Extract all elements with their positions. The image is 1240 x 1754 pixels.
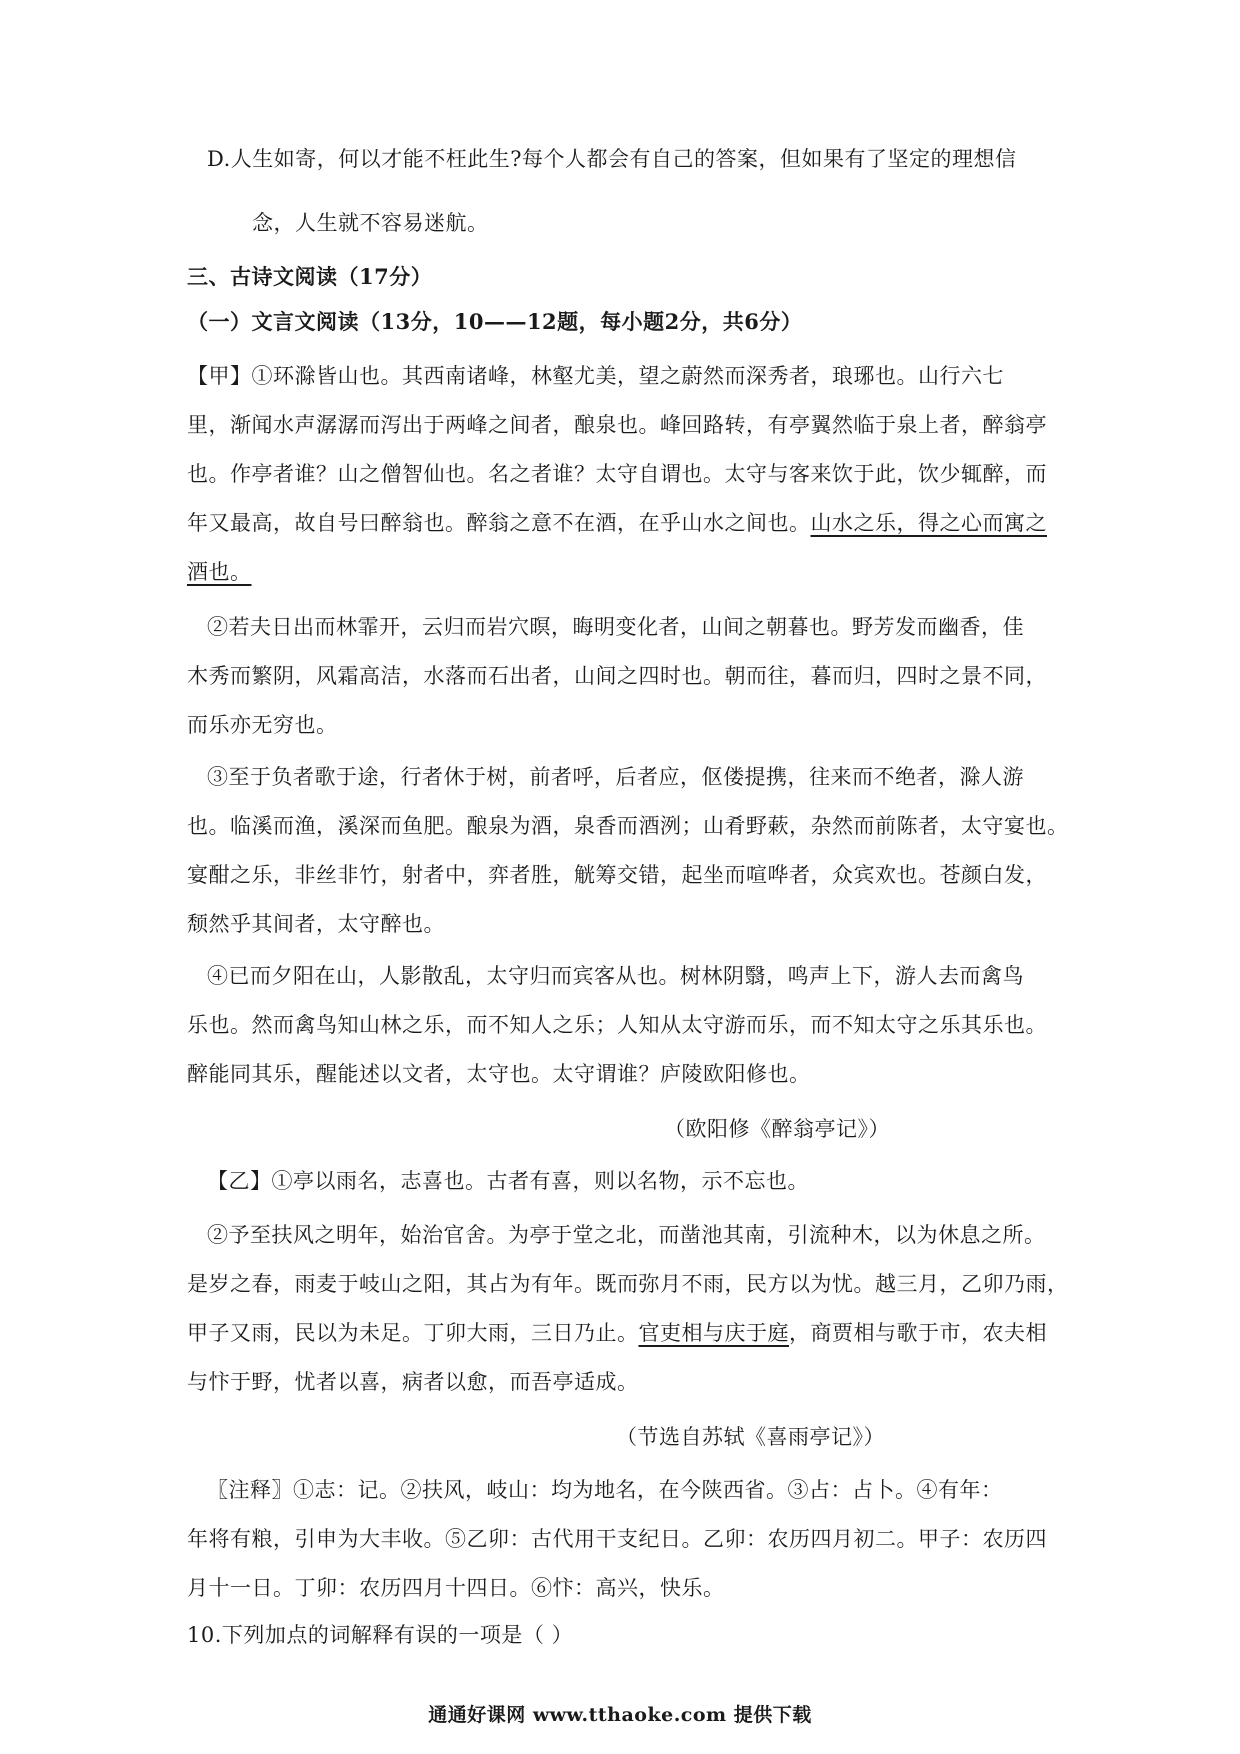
option-d-line2: 念，人生就不容易迷航。 <box>252 211 489 235</box>
subsection-heading: （一）文言文阅读（13分，10——12题，每小题2分，共6分） <box>187 309 803 334</box>
jia-p3-line1: ③至于负者歌于途，行者休于树，前者呼，后者应，伛偻提携，往来而不绝者，滁人游 <box>207 765 1024 789</box>
jia-p3-line3: 宴酣之乐，非丝非竹，射者中，弈者胜，觥筹交错，起坐而喧哗者，众宾欢也。苍颜白发， <box>187 863 1047 887</box>
yi-p2-line2: 是岁之春，雨麦于岐山之阳，其占为有年。既而弥月不雨，民方以为忧。越三月，乙卯乃雨， <box>187 1272 1069 1296</box>
jia-p1-line4-text: 年又最高，故自号曰醉翁也。醉翁之意不在酒，在乎山水之间也。 <box>187 511 811 535</box>
jia-p3-line2: 也。临溪而渔，溪深而鱼肥。酿泉为酒，泉香而酒洌；山肴野蔌，杂然而前陈者，太守宴也。 <box>187 814 1069 838</box>
jia-p4-line2: 乐也。然而禽鸟知山林之乐，而不知人之乐；人知从太守游而乐，而不知太守之乐其乐也。 <box>187 1013 1047 1037</box>
underlined-sentence-end: 酒也。 <box>187 560 252 584</box>
yi-p2-line3-text: 甲子又雨，民以为未足。丁卯大雨，三日乃止。 <box>187 1321 639 1345</box>
jia-p1-line2: 里，渐闻水声潺潺而泻出于两峰之间者，酿泉也。峰回路转，有亭翼然临于泉上者，醉翁亭 <box>187 413 1047 437</box>
jia-p1-line1: 【甲】①环滁皆山也。其西南诸峰，林壑尤美，望之蔚然而深秀者，琅琊也。山行六七 <box>187 364 1004 388</box>
yi-p2-line4: 与忭于野，忧者以喜，病者以愈，而吾亭适成。 <box>187 1370 639 1394</box>
underlined-sentence: 山水之乐，得之心而寓之 <box>810 511 1047 535</box>
footer-watermark: 通通好课网 www.tthaoke.com 提供下载 <box>428 1704 812 1726</box>
option-d-line1: D.人生如寄，何以才能不枉此生?每个人都会有自己的答案，但如果有了坚定的理想信 <box>207 147 1017 171</box>
yi-p2-line1: ②予至扶风之明年，始治官舍。为亭于堂之北，而凿池其南，引流种木，以为休息之所。 <box>207 1223 1046 1247</box>
jia-p1-line3: 也。作亭者谁？山之僧智仙也。名之者谁？太守自谓也。太守与客来饮于此，饮少辄醉，而 <box>187 462 1047 486</box>
jia-p2-line2: 木秀而繁阴，风霜高洁，水落而石出者，山间之四时也。朝而往，暮而归，四时之景不同， <box>187 664 1047 688</box>
notes-line2: 年将有粮，引申为大丰收。⑤乙卯：古代用干支纪日。乙卯：农历四月初二。甲子：农历四 <box>187 1527 1047 1551</box>
jia-p4-line3: 醉能同其乐，醒能述以文者，太守也。太守谓谁？庐陵欧阳修也。 <box>187 1062 811 1086</box>
jia-p4-line1: ④已而夕阳在山，人影散乱，太守归而宾客从也。树林阴翳，鸣声上下，游人去而禽鸟 <box>207 964 1024 988</box>
yi-source: （节选自苏轼《喜雨亭记》） <box>616 1425 885 1449</box>
yi-p1: 【乙】①亭以雨名，志喜也。古者有喜，则以名物，示不忘也。 <box>207 1169 809 1193</box>
question-10: 10.下列加点的词解释有误的一项是（ ） <box>187 1623 574 1647</box>
yi-p2-line3 <box>187 1318 1047 1348</box>
section-heading: 三、古诗文阅读（17分） <box>187 264 433 289</box>
jia-p1-line4 <box>187 508 1047 538</box>
notes-line3: 月十一日。丁卯：农历四月十四日。⑥忭：高兴，快乐。 <box>187 1576 725 1600</box>
yi-p2-line3-rest: ，商贾相与歌于市，农夫相 <box>789 1321 1047 1345</box>
jia-p2-line1: ②若夫日出而林霏开，云归而岩穴暝，晦明变化者，山间之朝暮也。野芳发而幽香，佳 <box>207 615 1024 639</box>
jia-source: （欧阳修《醉翁亭记》） <box>664 1117 890 1141</box>
notes-line1: 〖注释〗①志：记。②扶风，岐山：均为地名，在今陕西省。③占：占卜。④有年： <box>207 1478 1003 1502</box>
jia-p2-line3: 而乐亦无穷也。 <box>187 713 338 737</box>
underlined-phrase: 官吏相与庆于庭 <box>638 1321 789 1345</box>
jia-p3-line4: 颓然乎其间者，太守醉也。 <box>187 912 445 936</box>
